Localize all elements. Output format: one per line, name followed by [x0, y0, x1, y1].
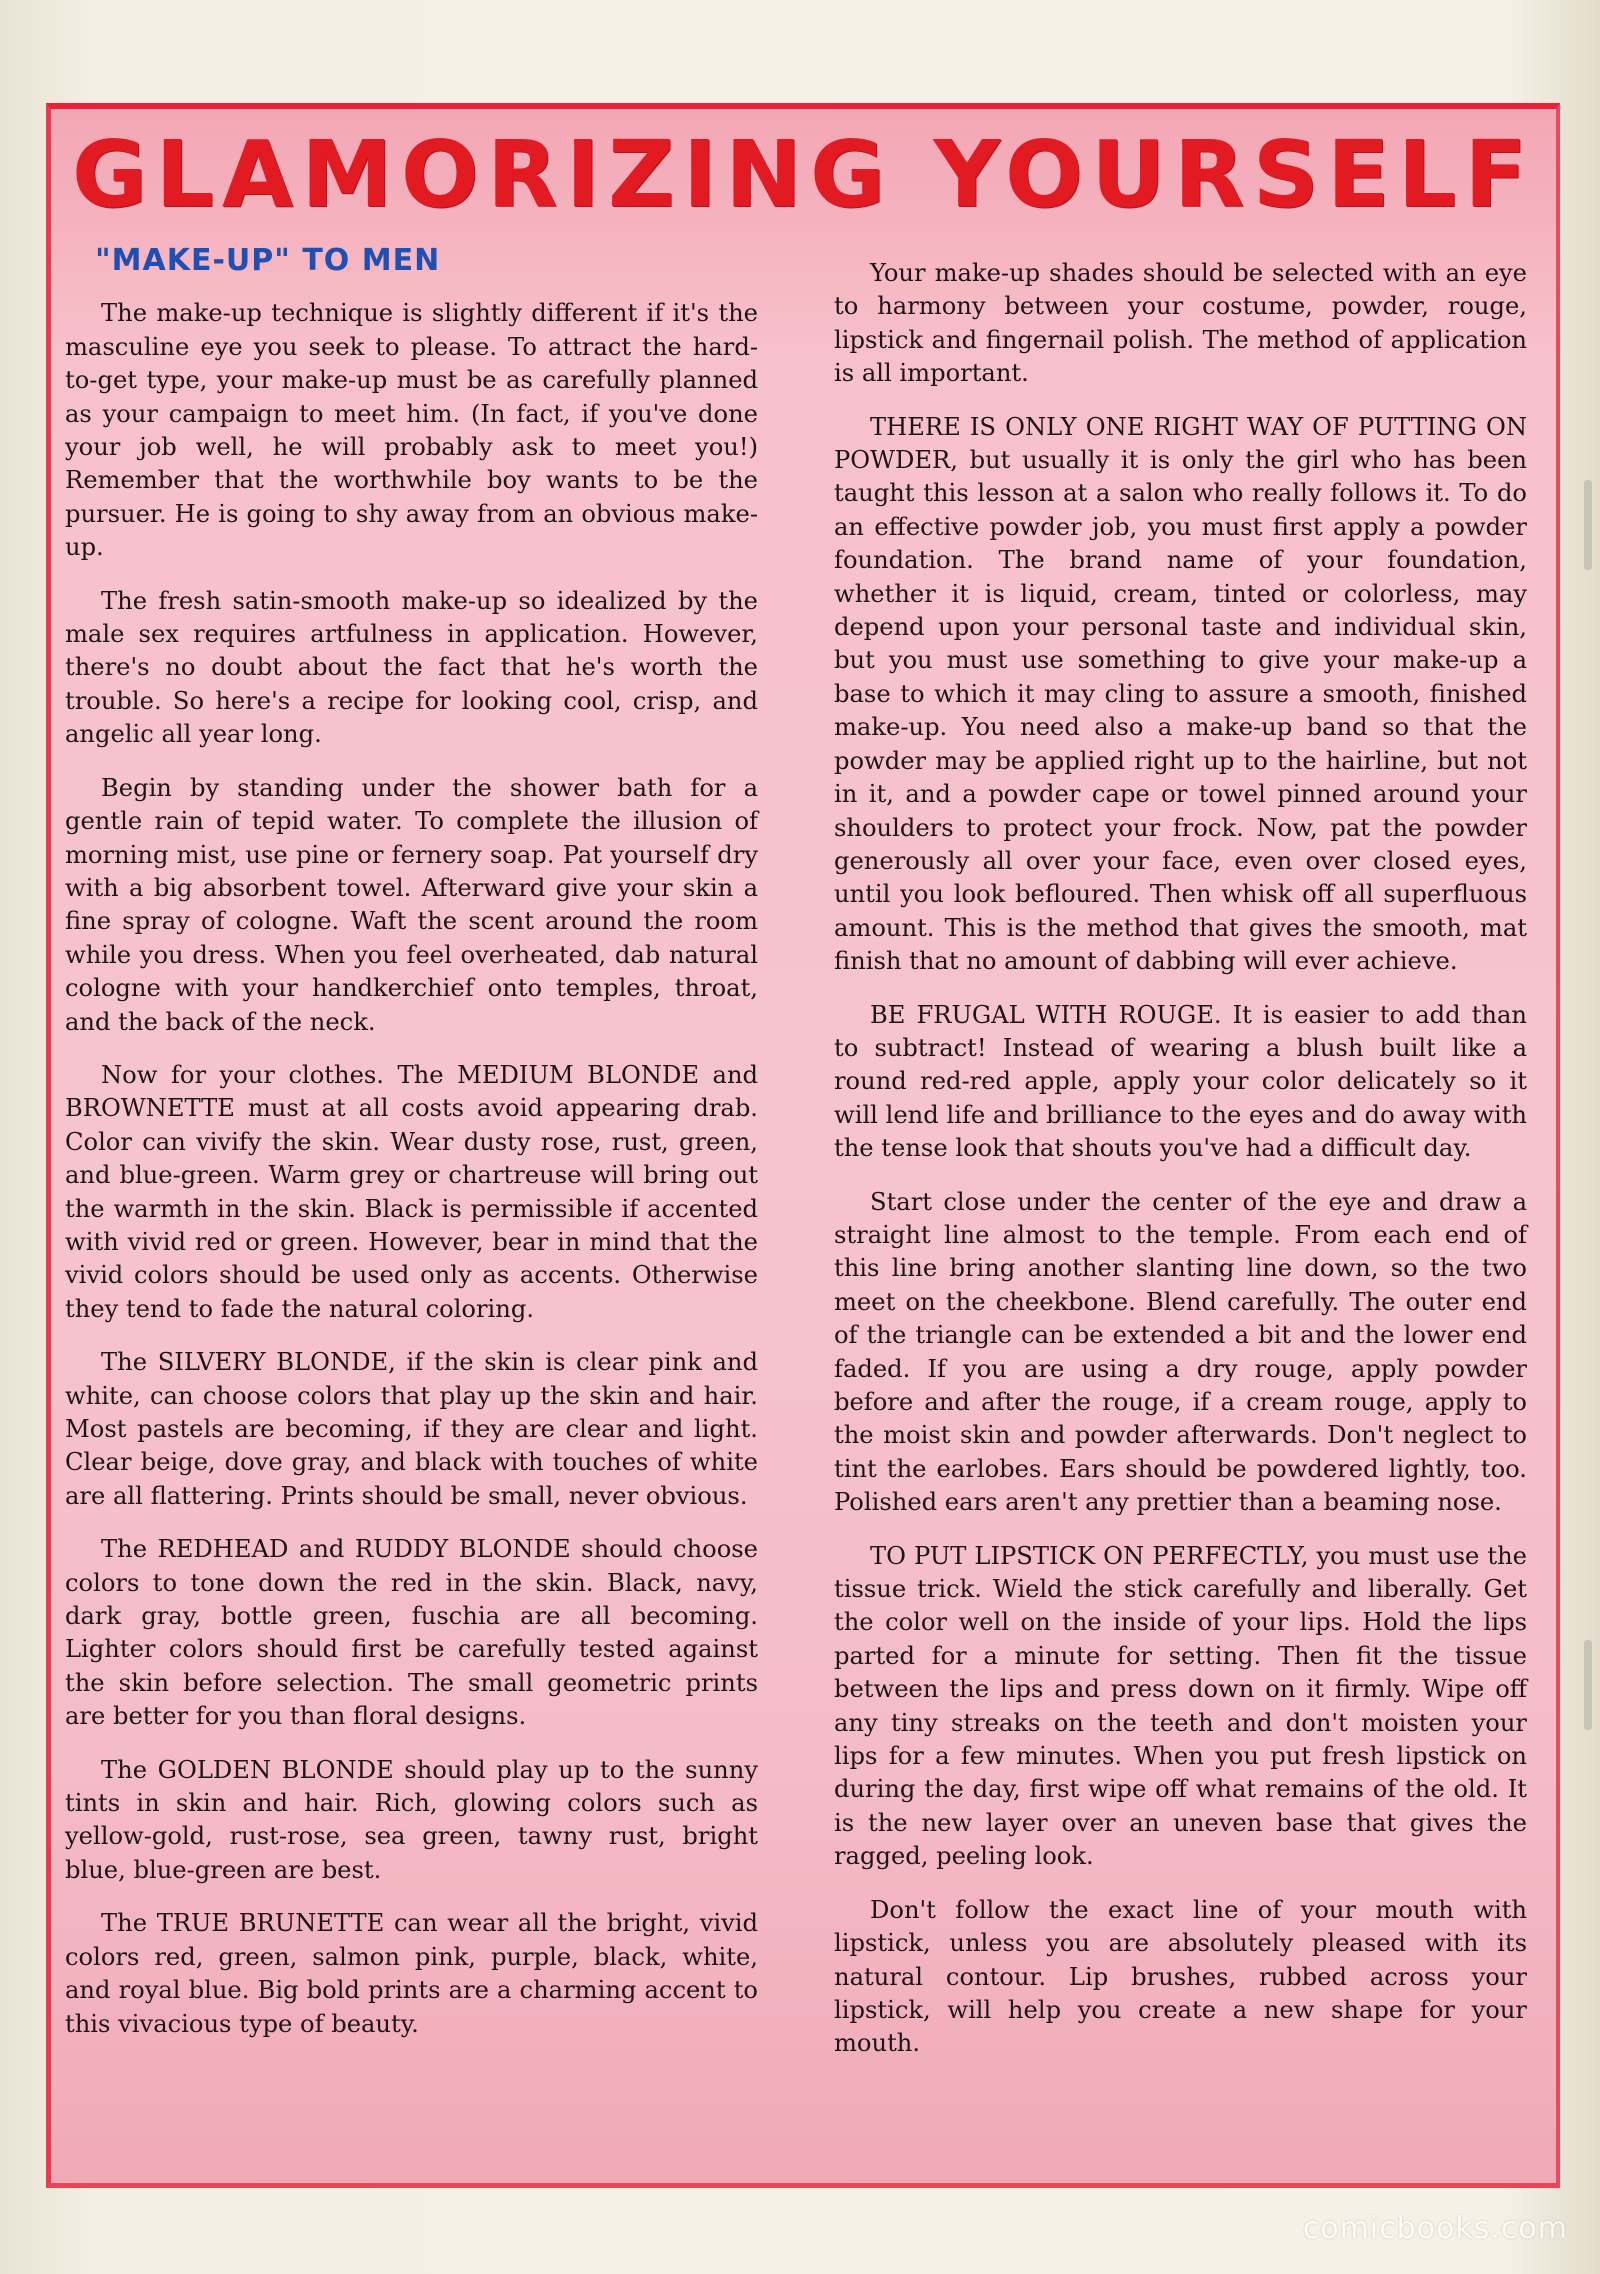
paragraph: BE FRUGAL WITH ROUGE. It is easier to add than to subtract! Instead of wearing a blush built like a round red-red apple, apply your color delicately so it will lend life and brilliance to the eyes and do away with the tense look that shouts you've had a difficult day.	[834, 1000, 1527, 1163]
paragraph: Begin by standing under the shower bath for a gentle rain of tepid water. To complete the illusion of morning mist, use pine or fernery soap. Pat yourself dry with a big absorbent towel. Afterward give your skin a fine spray of cologne. Waft the scent around the room while you dress. When you feel overheated, dab natural cologne with your handkerchief onto temples, throat, and the back of the neck.	[65, 773, 758, 1036]
paragraph: Your make-up shades should be selected with an eye to harmony between your costume, powder, rouge, lipstick and fingernail polish. The method of application is all important.	[834, 259, 1527, 388]
paragraph: TO PUT LIPSTICK ON PERFECTLY, you must use the tissue trick. Wield the stick carefully and liberally. Get the color well on the inside of your lips. Hold the lips parted for a minute for setting. Then fit the tissue between the lips and press down on it firmly. Wipe off any tiny streaks on the teeth and don't moisten your lips for a few minutes. When you put fresh lipstick on during the day, first wipe off what remains of the old. It is the new layer over an uneven base that gives the ragged, peeling look.	[834, 1541, 1527, 1871]
right-column	[834, 257, 1527, 2081]
section-subheading: "MAKE-UP" TO MEN	[95, 243, 441, 278]
binding-staple	[1584, 1640, 1592, 1730]
left-column	[65, 244, 758, 2061]
paragraph: The make-up technique is slightly different if it's the masculine eye you seek to please. To attract the hard-to-get type, your make-up must be as carefully planned as your campaign to meet him. (In fact, if you've done your job well, he will probably ask to meet you!) Remember that the worthwhile boy wants to be the pursuer. He is going to shy away from an obvious make-up.	[65, 299, 758, 562]
binding-staple	[1584, 480, 1592, 570]
paragraph: The SILVERY BLONDE, if the skin is clear pink and white, can choose colors that play up the skin and hair. Most pastels are becoming, if they are clear and light. Clear beige, dove gray, and black with touches of white are all flattering. Prints should be small, never obvious.	[65, 1348, 758, 1510]
paragraph: The GOLDEN BLONDE should play up to the sunny tints in skin and hair. Rich, glowing colors such as yellow-gold, rust-rose, sea green, tawny rust, bright blue, blue-green are best.	[65, 1755, 758, 1884]
paragraph: The REDHEAD and RUDDY BLONDE should choose colors to tone down the red in the skin. Black, navy, dark gray, bottle green, fuschia are all becoming. Lighter colors should first be carefully tested against the skin before selection. The small geometric prints are better for you than floral designs.	[65, 1535, 758, 1731]
paragraph: Start close under the center of the eye and draw a straight line almost to the temple. From each end of this line bring another slanting line down, so the two meet on the cheekbone. Blend carefully. The outer end of the triangle can be extended a bit and the lower end faded. If you are using a dry rouge, apply powder before and after the rouge, if a cream rouge, apply to the moist skin and powder afterwards. Don't neglect to tint the earlobes. Ears should be powdered lightly, too. Polished ears aren't any prettier than a beaming nose.	[834, 1187, 1527, 1517]
article-title: GLAMORIZING YOURSELF	[71, 121, 1536, 228]
paragraph: Now for your clothes. The MEDIUM BLONDE and BROWNETTE must at all costs avoid appearing drab. Color can vivify the skin. Wear dusty rose, rust, green, and blue-green. Warm grey or chartreuse will bring out the warmth in the skin. Black is permissible if accented with vivid red or green. However, bear in mind that the vivid colors should be used only as accents. Otherwise they tend to fade the natural coloring.	[65, 1060, 758, 1323]
paragraph: Don't follow the exact line of your mouth with lipstick, unless you are absolutely pleased with its natural contour. Lip brushes, rubbed across your lipstick, will help you create a new shape for your mouth.	[834, 1895, 1527, 2058]
paragraph: THERE IS ONLY ONE RIGHT WAY OF PUTTING ON POWDER, but usually it is only the girl who has been taught this lesson at a salon who really follows it. To do an effective powder job, you must first apply a powder foundation. The brand name of your foundation, whether it is liquid, cream, tinted or colorless, may depend upon your personal taste and individual skin, but you must use something to give your make-up a base to which it may cling to assure a smooth, finished make-up. You need also a make-up band so that the powder may be applied right up to the hairline, but not in it, and a powder cape or towel pinned around your shoulders to protect your frock. Now, pat the powder generously all over your face, even over closed eyes, until you look befloured. Then whisk off all superfluous amount. This is the method that gives the smooth, mat finish that no amount of dabbing will ever achieve.	[834, 412, 1527, 976]
paragraph: The TRUE BRUNETTE can wear all the bright, vivid colors red, green, salmon pink, purple, black, white, and royal blue. Big bold prints are a charming accent to this vivacious type of beauty.	[65, 1909, 758, 2038]
article-panel	[46, 103, 1560, 2188]
site-watermark: comicbooks.com	[1302, 2211, 1568, 2246]
paragraph: The fresh satin-smooth make-up so idealized by the male sex requires artfulness in application. However, there's no doubt about the fact that he's worth the trouble. So here's a recipe for looking cool, crisp, and angelic all year long.	[65, 586, 758, 749]
